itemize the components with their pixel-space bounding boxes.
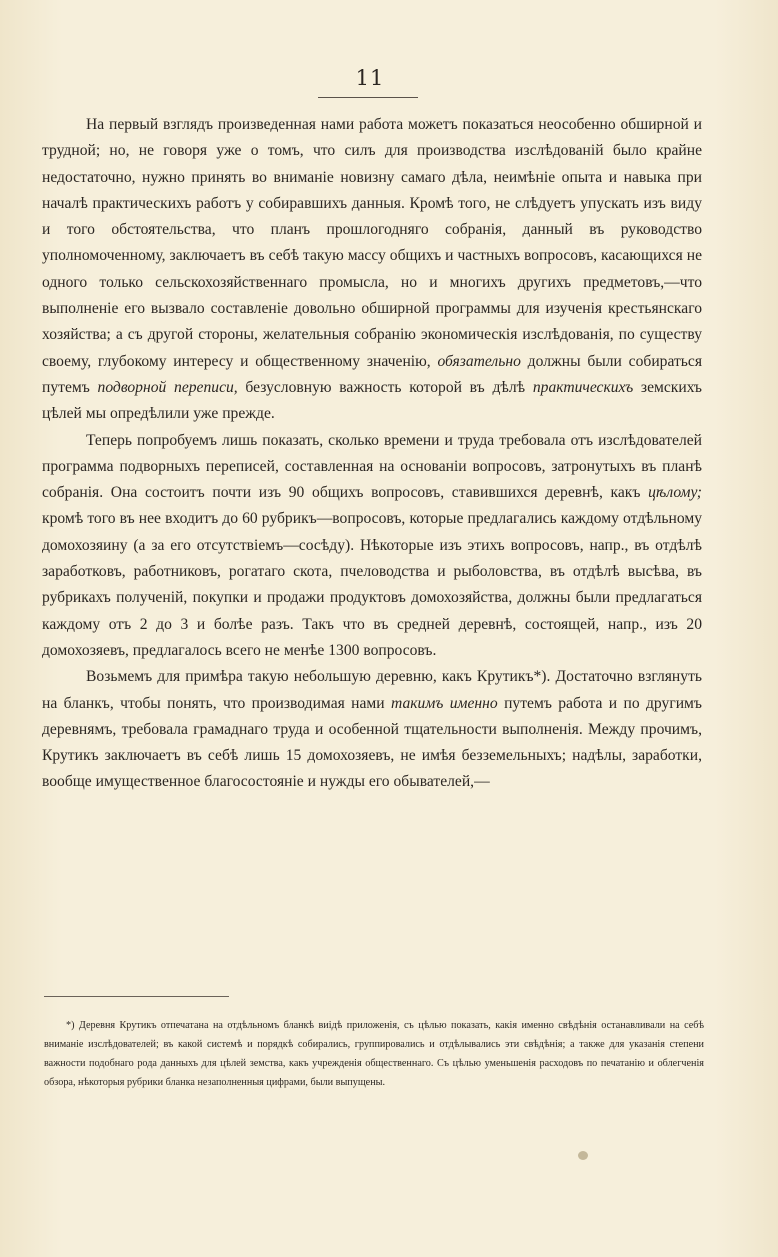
paragraph-1 xyxy=(42,112,702,428)
paragraph-1-text-a: На первый взглядъ произведенная нами работа можетъ показаться неособенно обширной и трудной; но, не говоря уже о томъ, что силъ для производства изслѣдованій было крайне недостаточно, нужно принять во вниманіе новизну самаго дѣла, неимѣніе опыта и навыка при началѣ практическихъ работъ у собиравшихъ данныя. Кромѣ того, не слѣдуетъ упускать изъ виду и того обстоятельства, что планъ прошлогодняго собранія, данный въ руководство уполномоченному, заключаетъ въ себѣ такую массу общихъ и частныхъ вопросовъ, касающихся не одного только сельскохозяйственнаго промысла, но и многихъ другихъ предметовъ,—что выполненіе его вызвало составленіе довольно обширной программы для изученія крестьянскаго хозяйства; а съ другой стороны, желательныя собранію экономическія изслѣдованія, по существу своему, глубокому интересу и общественному значенію, xyxy=(42,116,702,370)
paragraph-2-text-a: Теперь попробуемъ лишь показать, сколько времени и труда требовала отъ изслѣдователей программа подворныхъ переписей, составленная на основаніи вопросовъ, затронутыхъ въ планѣ собранія. Она состоитъ почти изъ 90 общихъ вопросовъ, ставившихся деревнѣ, какъ xyxy=(42,431,702,502)
emphasis-practical: практическихъ xyxy=(532,378,634,396)
emphasis-precisely-such: такимъ именно xyxy=(391,694,498,712)
page-number: 11 xyxy=(355,66,385,90)
paper-stain xyxy=(578,1151,588,1160)
paragraph-1-text-b: должны были собираться путемъ xyxy=(42,352,703,396)
footnote-text: *) Деревня Крутикъ отпечатана на отдѣльномъ бланкѣ виідѣ приложенія, съ цѣлью показать, какія именно свѣдѣнія останавливали на себѣ вниманіе изслѣдователей; въ какой системѣ и порядкѣ собирались, группировались и отдѣлывались эти свѣдѣнія; а также для указанія степени важности подобнаго рода данныхъ для цѣлей земства, какъ учрежденія общественнаго. Съ цѣлью уменьшенія расходовъ по печатанію и облегченія обзора, нѣкоторыя рубрики бланка незаполненныя цифрами, были выпущены. xyxy=(44,1020,704,1088)
page-number-rule xyxy=(318,97,418,98)
paragraph-3-text-b: путемъ работа и по другимъ деревнямъ, требовала грамаднаго труда и особенной тщательности выполненія. Между прочимъ, Крутикъ заключаетъ въ себѣ лишь 15 домохозяевъ, не имѣя безземельныхъ; надѣлы, заработки, вообще имущественное благосостояніе и нужды его обывателей,— xyxy=(42,694,702,791)
paragraph-1-text-d: земскихъ цѣлей мы опредѣлили уже прежде. xyxy=(42,378,702,423)
paragraph-2-text-b: кромѣ того въ нее входитъ до 60 рубрикъ—вопросовъ, которые предлагались каждому отдѣльному домохозяину (а за его отсутствіемъ—сосѣду). Нѣкоторые изъ этихъ вопросовъ, напр., въ отдѣлѣ заработковъ, работниковъ, рогатаго скота, пчеловодства и рыболовства, въ отдѣлѣ высѣва, въ рубрикахъ полученій, покупки и продажи продуктовъ домохозяйства, должны были предлагаться каждому отъ 2 до 3 и болѣе разъ. Такъ что въ средней деревнѣ, состоящей, напр., изъ 20 домохозяевъ, предлагалось всего не менѣе 1300 вопросовъ. xyxy=(42,510,702,659)
emphasis-obligatory: обязательно xyxy=(437,352,521,370)
footnote-rule xyxy=(44,996,229,997)
emphasis-household-census: подворной переписи, xyxy=(97,378,238,396)
paragraph-2 xyxy=(42,428,702,665)
footnote xyxy=(44,1016,704,1092)
emphasis-as-whole: цѣлому; xyxy=(648,484,702,502)
paragraph-1-text-c: безусловную важность которой въ дѣлѣ xyxy=(245,378,526,396)
paragraph-3 xyxy=(42,664,702,795)
main-text xyxy=(42,112,702,796)
paragraph-3-text-a: Возьмемъ для примѣра такую небольшую деревню, какъ Крутикъ*). Достаточно взглянуть на бланкъ, чтобы понять, что производимая нами xyxy=(42,668,702,712)
